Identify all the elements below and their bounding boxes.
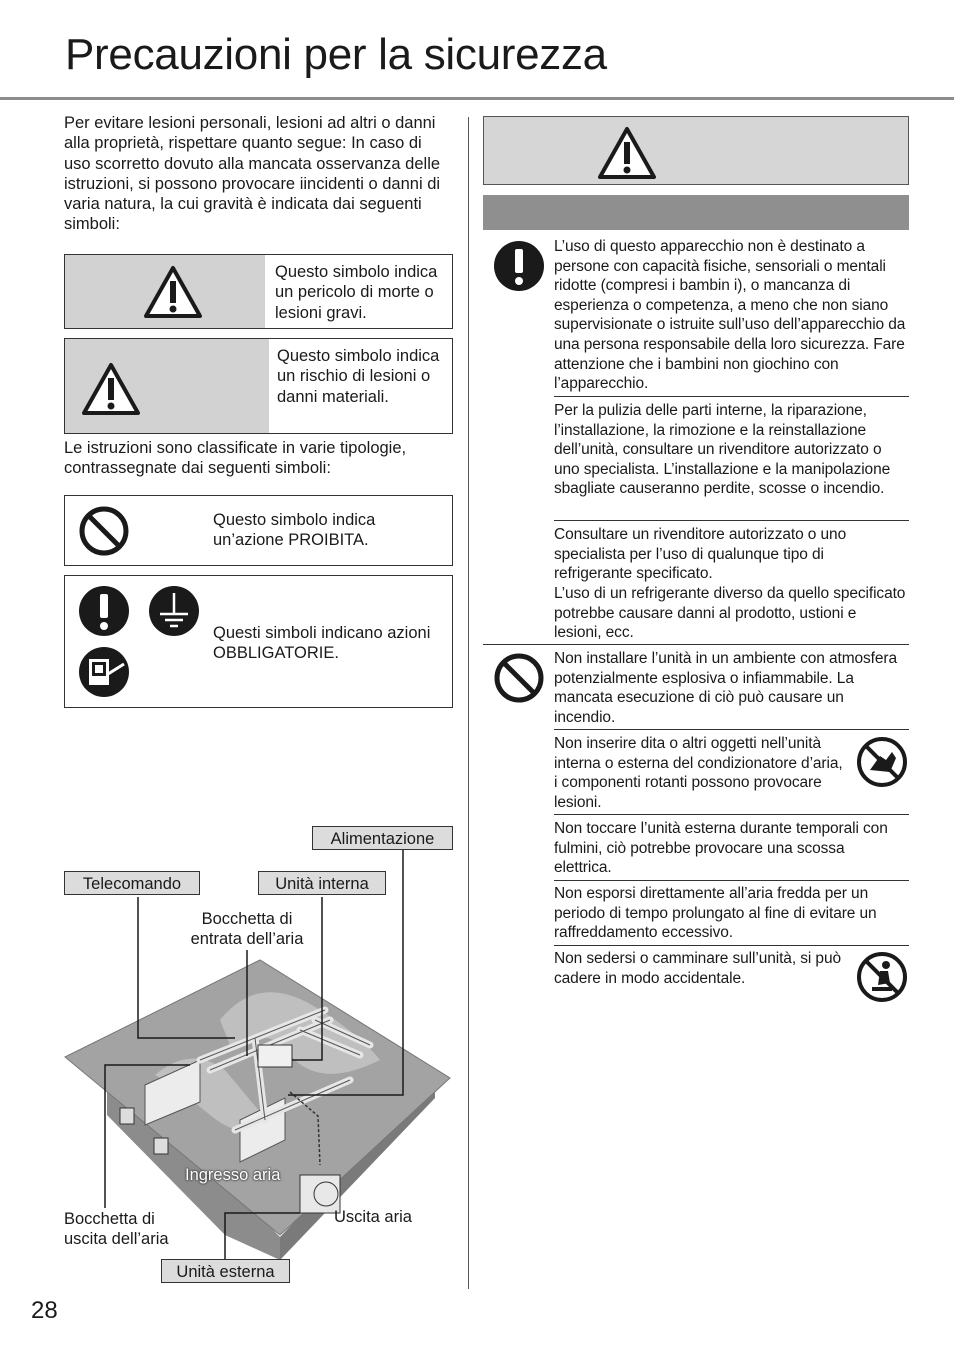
- warning-item: Non inserire dita o altri oggetti nell’unità interna o esterna del condizionatore d’aria, i componenti rotanti possono provocare lesioni.: [554, 735, 843, 811]
- label-remote: Telecomando: [64, 871, 200, 895]
- item-divider: [554, 729, 909, 730]
- warning-header-box: [483, 116, 909, 185]
- warning-item: Non sedersi o camminare sull’unità, si può cadere in modo accidentale.: [554, 950, 841, 987]
- column-divider: [468, 117, 469, 1289]
- warning-item: Non installare l’unità in un ambiente con atmosfera potenzialmente esplosiva o infiammabile. La mancata esecuzione di ciò può causare un incendio.: [554, 650, 897, 726]
- label-air-inlet-grille: Bocchetta di entrata dell’aria: [190, 910, 304, 949]
- prohibited-icon: [493, 652, 545, 704]
- item-divider: [554, 520, 909, 521]
- page-number: 28: [31, 1297, 58, 1324]
- intro-text: Per evitare lesioni personali, lesioni ad altri o danni alla proprietà, rispettare quanto segue: In caso di uso scorretto dovuto alla mancata osservanza delle istruzioni, si possono provocare iincidenti o danni di varia natura, la cui gravità è indicata dai seguenti simboli:: [64, 114, 441, 234]
- exclamation-icon: [78, 585, 130, 637]
- no-sitting-icon: [856, 951, 908, 1003]
- classification-text: Le istruzioni sono classificate in varie tipologie, contrassegnate dai seguenti simboli:: [64, 439, 407, 478]
- page-title: Precauzioni per la sicurezza: [65, 30, 607, 79]
- mandatory-text: Questi simboli indicano azioni OBBLIGATORIE.: [213, 624, 431, 663]
- prohibited-icon: [78, 505, 130, 557]
- window: [154, 1138, 168, 1154]
- warning-item-detail: L’uso di un refrigerante diverso da quello specificato potrebbe causare danni al prodotto, ustioni e lesioni, ecc.: [554, 585, 906, 642]
- warning-item: Consultare un rivenditore autorizzato o uno specialista per l’uso di qualunque tipo di refrigerante specificato.: [554, 526, 847, 583]
- item-divider: [554, 945, 909, 946]
- label-air-exit: Uscita aria: [334, 1208, 412, 1226]
- severity-text: Questo simbolo indica un pericolo di morte o lesioni gravi.: [275, 263, 438, 322]
- section-divider: [483, 644, 909, 645]
- no-fingers-icon: [856, 736, 908, 788]
- warning-item: Non esporsi direttamente all’aria fredda per un periodo di tempo prolungato al fine di evitare un raffreddamento eccessivo.: [554, 885, 877, 942]
- warning-triangle-icon: [596, 125, 658, 181]
- severity-text: Questo simbolo indica un rischio di lesioni o danni materiali.: [277, 347, 440, 406]
- label-air-intake: Ingresso aria: [185, 1166, 281, 1184]
- item-divider: [554, 396, 909, 397]
- window: [120, 1108, 134, 1124]
- title-rule: [0, 97, 954, 100]
- unplug-icon: [78, 646, 130, 698]
- warning-item: Per la pulizia delle parti interne, la riparazione, l’installazione, la rimozione e la reinstallazione dell’unità, consultare un rivenditore autorizzato o uno specialista. L’installazione e la manipolazione sbagliate causeranno perdite, scosse o incendio.: [554, 402, 891, 498]
- label-power: Alimentazione: [312, 826, 453, 850]
- prohibited-text: Questo simbolo indica un’azione PROIBITA.: [213, 511, 376, 550]
- caution-triangle-icon: [80, 361, 142, 417]
- section-bar: [483, 195, 909, 230]
- warning-item: Non toccare l’unità esterna durante temporali con fulmini, ciò potrebbe provocare una scossa elettrica.: [554, 820, 888, 877]
- warning-triangle-icon: [142, 264, 204, 320]
- item-divider: [554, 814, 909, 815]
- label-indoor-unit: Unità interna: [258, 871, 386, 895]
- exclamation-icon: [493, 240, 545, 292]
- indoor-unit: [258, 1045, 292, 1067]
- item-divider: [554, 880, 909, 881]
- severity-box-caution: [64, 338, 453, 434]
- label-air-outlet-grille: Bocchetta di uscita dell’aria: [64, 1210, 169, 1249]
- ground-icon: [148, 585, 200, 637]
- warning-item: L’uso di questo apparecchio non è destinato a persone con capacità fisiche, sensoriali o mentali ridotte (compresi i bambin i), o mancanza di esperienza o competenza, a meno che non siano supervisionate o istruite sull’uso dell’apparecchio da una persona responsabile della loro sicurezza. Fare attenzione che i bambini non giochino con l’apparecchio.: [554, 238, 906, 393]
- prohibited-box: [64, 495, 453, 566]
- mandatory-box: [64, 575, 453, 708]
- label-outdoor-unit: Unità esterna: [161, 1259, 290, 1283]
- severity-box-warning: [64, 254, 453, 329]
